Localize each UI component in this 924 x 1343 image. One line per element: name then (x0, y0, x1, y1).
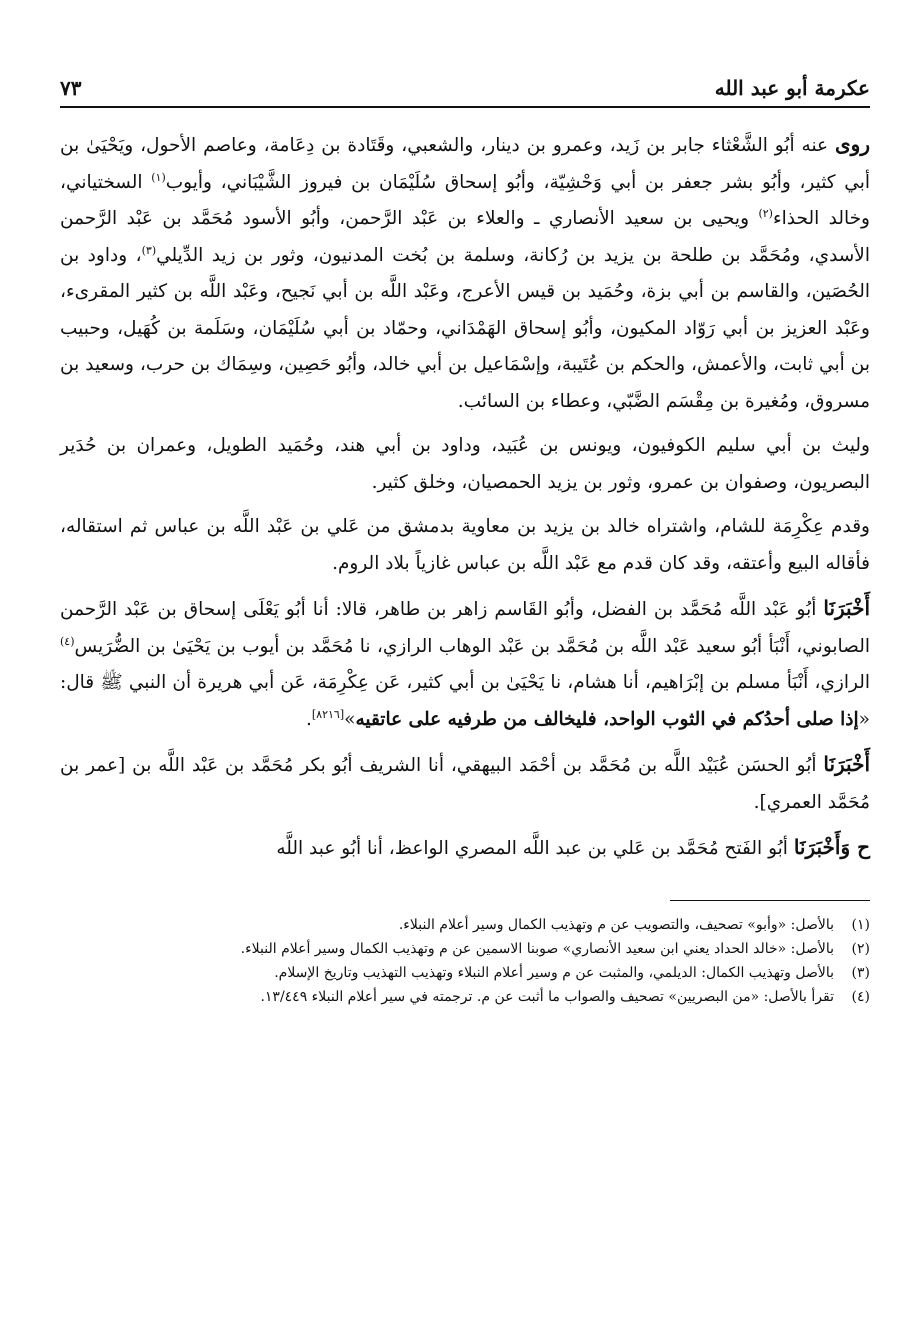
running-header (60, 60, 870, 108)
footnote-ref-2[interactable]: (٢) (758, 206, 773, 220)
paragraph-chain-1 (60, 746, 870, 821)
paragraph-text: » (344, 708, 356, 730)
paragraph-lead: أَخْبَرَنَا (823, 596, 870, 620)
paragraph-text: الرازي، أَنْبَأ مسلم بن إبْرَاهيم، أنا هشام، نا يَحْيَىٰ بن أبي كثير، عَن عِكْرِمَة، عَن أبي هريرة أن النبي ﷺ قال: « (60, 672, 870, 730)
footnote-text: بالأصل وتهذيب الكمال: الديلمي، والمثبت عن م وسير أعلام النبلاء وتهذيب التهذيب وتاريخ الإسلام. (274, 964, 834, 981)
footnote-number: (٤) (851, 988, 870, 1005)
footnote-number: (٣) (851, 964, 870, 981)
footnote-ref-3[interactable]: (٣) (141, 243, 157, 257)
footnote-text: تقرأ بالأصل: «من البصريين» تصحيف والصواب ما أثبت عن م. ترجمته في سير أعلام النبلاء ١٣/٤٤٩. (260, 988, 834, 1005)
paragraph-text: ويحيى بن سعيد الأنصاري ـ والعلاء بن عَبْد الرَّحمن، وأبُو الأسود مُحَمَّد بن عَبْد الرَّحمن الأسدي، ومُحَمَّد بن طلحة بن يزيد بن رُكانة، وسلمة بن بُخت المدنيون، وثور بن زيد الدِّيلي (60, 208, 871, 266)
paragraph-lead: روى (835, 132, 870, 156)
paragraph-chain-2 (60, 829, 870, 868)
paragraph-lead: ح وَأَخْبَرَنَا (793, 835, 870, 859)
paragraph-kufans (60, 428, 870, 501)
paragraph-sham (60, 509, 870, 582)
paragraph-text: . (305, 708, 312, 730)
paragraph-lead: أَخْبَرَنَا (823, 752, 870, 776)
footnote-number: (١) (851, 916, 870, 933)
footnote-text: بالأصل: «خالد الحداد يعني ابن سعيد الأنصاري» صوبنا الاسمين عن م وتهذيب الكمال وسير أعلام النبلاء. (240, 940, 834, 957)
running-title: عكرمة أبو عبد الله (714, 76, 870, 100)
paragraph-text: عنه أبُو الشَّعْثاء جابر بن زَيد، وعمرو بن دينار، والشعبي، وقَتَادة بن دِعَامة، وعاصم الأحول، ويَحْيَىٰ بن أبي كثير، وأبُو بشر جعفر بن أبي وَحْشِيّة، وأبُو إسحاق سُلَيْمَان بن فيروز الشَّيْبَاني، وأيوب (60, 135, 870, 193)
paragraph-text: وليث بن أبي سليم الكوفيون، ويونس بن عُبَيد، وداود بن أبي هند، وحُمَيد الطويل، وعمران بن حُدَير البصريون، وصفوان بن عمرو، وثور بن يزيد الحمصيان، وخلق كثير. (60, 435, 870, 493)
hadith-text: إذا صلى أحدُكم في الثوب الواحد، فليخالف من طرفيه على عاتقيه (355, 708, 859, 730)
book-page (60, 60, 870, 1300)
footnote-item (60, 937, 870, 961)
paragraph-text: أبُو الحسَن عُبَيْد اللَّه بن مُحَمَّد بن أحْمَد البيهقي، أنا الشريف أبُو بكر مُحَمَّد بن عَبْد اللَّه بن [عمر بن مُحَمَّد العمري]. (60, 755, 870, 813)
footnote-text: بالأصل: «وأبو» تصحيف، والتصويب عن م وتهذيب الكمال وسير أعلام النبلاء. (398, 916, 834, 933)
page-number: ٧٣ (60, 76, 82, 100)
paragraph-narrators (60, 126, 870, 420)
footnote-separator (670, 900, 870, 901)
paragraph-text: السختياني، وخالد الحذاء (60, 171, 870, 229)
main-text (60, 126, 870, 868)
footnote-item (60, 913, 870, 937)
footnote-ref-1[interactable]: (١) (151, 170, 166, 184)
footnote-ref-4[interactable]: (٤) (60, 634, 75, 648)
footnote-item (60, 985, 870, 1009)
paragraph-text: وقدم عِكْرِمَة للشام، واشتراه خالد بن يزيد بن معاوية بدمشق من عَلي بن عَبْد اللَّه بن عباس ثم استقاله، فأقاله البيع وأعتقه، وقد كان قدم مع عَبْد اللَّه بن عباس غازياً بلاد الروم. (60, 516, 870, 574)
footnotes (60, 913, 870, 1009)
paragraph-hadith (60, 590, 870, 738)
footnote-item (60, 961, 870, 985)
hadith-reference: [٨٢١٦] (311, 707, 345, 721)
paragraph-text: ، وداود بن الحُصَين، والقاسم بن أبي بزة، وحُمَيد بن قيس الأعرج، وعَبْد اللَّه بن أبي نَجيح، وعَبْد اللَّه بن كثير المقرىء، وعَبْد العزيز بن أبي رَوّاد المكيون، وأبُو إسحاق الهَمْدَاني، وحمّاد بن أبي سُلَيْمَان، وسَلَمة بن كُهَيل، وحبيب بن أبي ثابت، والأعمش، والحكم بن عُتَيبة، وإسْمَاعيل بن أبي خالد، وأبُو حَصِين، وسِمَاك بن حرب، وسعيد بن مسروق، ومُغيرة بن مِقْسَم الضَّبّي، وعطاء بن السائب. (60, 244, 870, 412)
footnote-number: (٢) (851, 940, 870, 957)
paragraph-text: أبُو الفَتح مُحَمَّد بن عَلي بن عبد اللَّه المصري الواعظ، أنا أبُو عبد اللَّه (276, 838, 794, 859)
paragraph-text: أبُو عَبْد اللَّه مُحَمَّد بن الفضل، وأبُو القَاسم زاهر بن طاهر، قالا: أنا أبُو يَعْلَى إسحاق بن عَبْد الرَّحمن الصابوني، أَنْبَأ أبُو سعيد عَبْد اللَّه بن مُحَمَّد بن عَبْد الوهاب الرازي، نا مُحَمَّد بن أيوب بن يَحْيَىٰ بن الضُّرَيس (60, 599, 870, 657)
